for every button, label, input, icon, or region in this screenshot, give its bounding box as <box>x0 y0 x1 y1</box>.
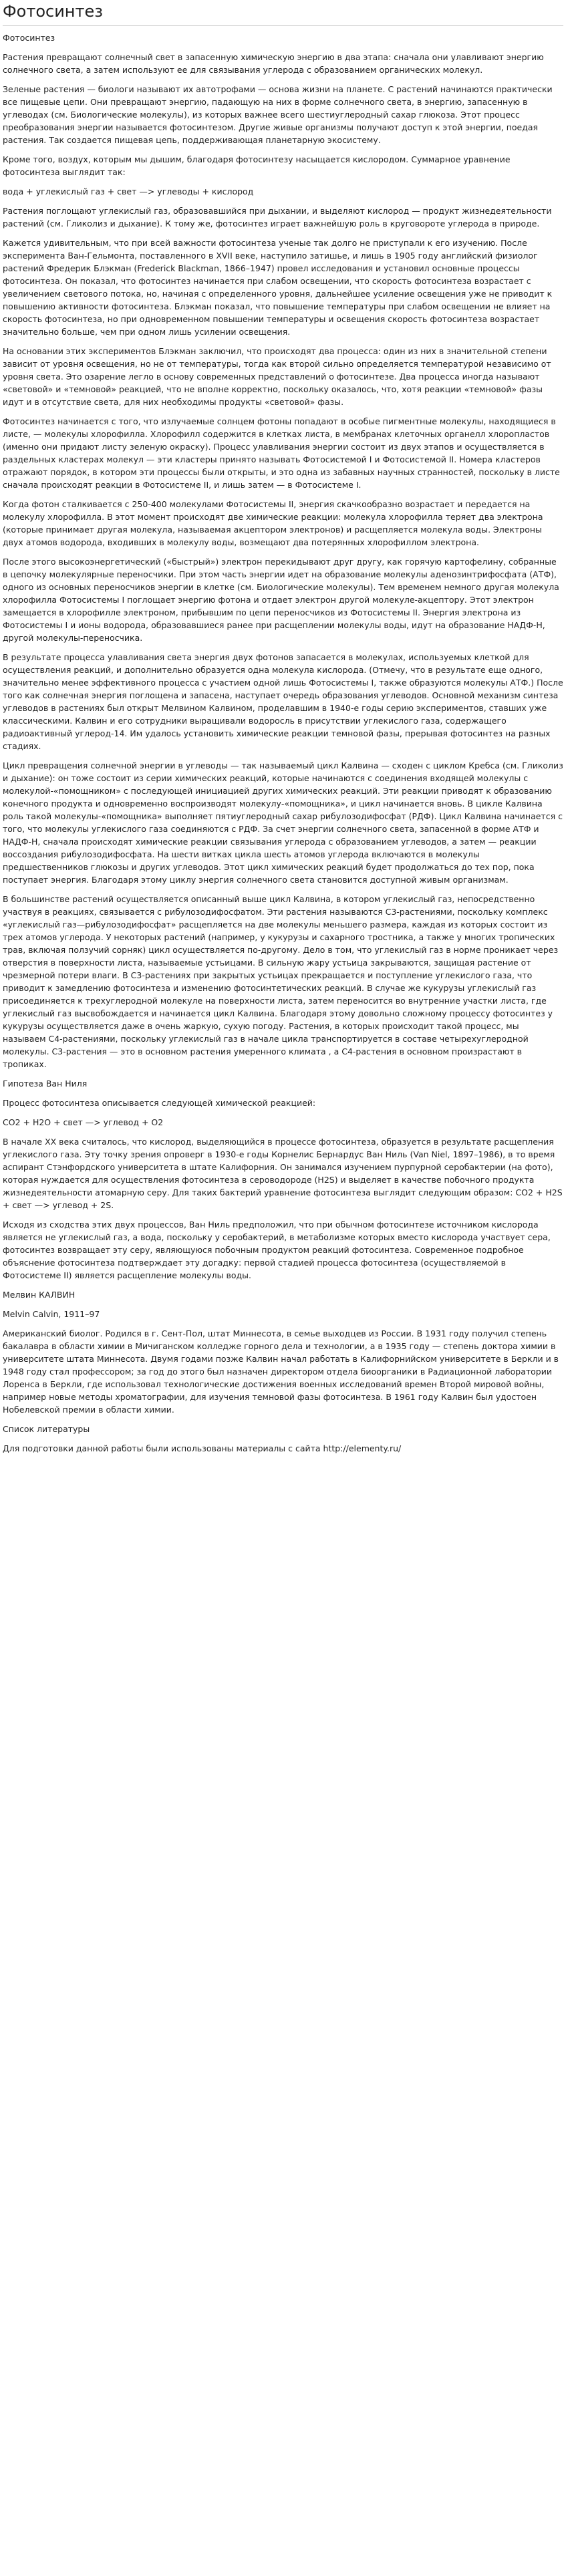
paragraph: Исходя из сходства этих двух процессов, Ван Ниль предположил, что при обычном фотосинтезе источником кислорода является не углекислый газ, а вода, поскольку у серобактерий, в метаболизме которых вместо кислорода участвует сера, фотосинтез возвращает эту серу, являющуюся побочным продуктом реакций фотосинтеза. Современное подробное объяснение фотосинтеза подтверждает эту догадку: первой стадией процесса фотосинтеза (осуществляемой в Фотосистеме II) является расщепление молекулы воды. <box>3 1220 551 1280</box>
paragraph: Melvin Calvin, 1911–97 <box>3 1309 100 1319</box>
paragraph: Фотосинтез <box>3 33 55 43</box>
paragraph: На основании этих экспериментов Блэкман заключил, что происходят два процесса: один из них в значительной степени зависит от уровня освещения, но не от температуры, тогда как второй сильно определяется температурой независимо от уровня света. Это озарение легло в основу современных представлений о фотосинтезе. Два процесса иногда называют «световой» и «темновой» реакцией, что не вполне корректно, поскольку оказалось, что, хотя реакции «темновой» фазы идут и в отсутствие света, для них необходимы продукты «световой» фазы. <box>3 346 551 407</box>
paragraph: В результате процесса улавливания света энергия двух фотонов запасается в молекулах, используемых клеткой для осуществления реакций, и дополнительно образуется одна молекула кислорода. (Отмечу, что в результате еще одного, значительно менее эффективного процесса с участием одной лишь Фотосистемы I, также образуются молекулы АТФ.) После того как солнечная энергия поглощена и запасена, наступает очередь образования углеводов. Основной механизм синтеза углеводов в растениях был открыт Мелвином Калвином, проделавшим в 1940-е годы серию экспериментов, ставших уже классическими. Калвин и его сотрудники выращивали водоросль в присутствии углекислого газа, содержащего радиоактивный углерод-14. Им удалось установить химические реакции темновой фазы, прерывая фотосинтез на разных стадиях. <box>3 652 563 751</box>
paragraph: Кроме того, воздух, которым мы дышим, благодаря фотосинтезу насыщается кислородом. Суммарное уравнение фотосинтеза выглядит так: <box>3 154 511 177</box>
paragraph: Цикл превращения солнечной энергии в углеводы — так называемый цикл Калвина — сходен с циклом Кребса (см. Гликолиз и дыхание): он тоже состоит из серии химических реакций, которые начинаются с соединения входящей молекулы с молекулой-«помощником» с последующей инициацией других химических реакций. Эти реакции приводят к образованию конечного продукта и одновременно воспроизводят молекулу-«помощника», и цикл начинается вновь. В цикле Калвина роль такой молекулы-«помощника» выполняет пятиуглеродный сахар рибулозодифосфат (РДФ). Цикл Калвина начинается с того, что молекулы углекислого газа соединяются с РДФ. За счет энергии солнечного света, запасенной в форме АТФ и НАДФ-Н, сначала происходят химические реакции связывания углерода с образованием углеводов, а затем — реакции воссоздания рибулозодифосфата. На шести витках цикла шесть атомов углерода включаются в молекулы предшественников глюкозы и других углеводов. Этот цикл химических реакций будет продолжаться до тех пор, пока поступает энергия. Благодаря этому циклу энергия солнечного света становится доступной живым организмам. <box>3 760 563 885</box>
paragraph: Процесс фотосинтеза описывается следующей химической реакцией: <box>3 1098 316 1108</box>
page-title: Фотосинтез <box>3 0 563 26</box>
paragraph: Американский биолог. Родился в г. Сент-Пол, штат Миннесота, в семье выходцев из России. В 1931 году получил степень бакалавра в области химии в Мичиганском колледже горного дела и технологии, а в 1935 году — степень доктора химии в университете штата Миннесота. Двумя годами позже Калвин начал работать в Калифорнийском университете в Беркли и в 1948 году стал профессором; за год до этого был назначен директором отдела биоорганики в Радиационной лаборатории Лоренса в Беркли, где использовал технологические достижения военных исследований времен Второй мировой войны, например новые методы хроматографии, для изучения темновой фазы фотосинтеза. В 1961 году Калвин был удостоен Нобелевской премии в области химии. <box>3 1328 559 1415</box>
paragraph: Растения поглощают углекислый газ, образовавшийся при дыхании, и выделяют кислород — продукт жизнедеятельности растений (см. Гликолиз и дыхание). К тому же, фотосинтез играет важнейшую роль в круговороте углерода в природе. <box>3 206 552 229</box>
paragraph: Для подготовки данной работы были использованы материалы с сайта http://elementy.ru/ <box>3 1443 402 1453</box>
paragraph: После этого высокоэнергетический («быстрый») электрон перекидывают друг другу, как горячую картофелину, собранные в цепочку молекулярные переносчики. При этом часть энергии идет на образование молекулы аденозинтрифосфата (АТФ), одного из основных переносчиков энергии в клетке (см. Биологические молекулы). Тем временем немного другая молекула хлорофилла Фотосистемы I поглощает энергию фотона и отдает электрон другой молекуле-акцептору. Этот электрон замещается в хлорофилле электроном, прибывшим по цепи переносчиков из Фотосистемы II. Энергия электрона из Фотосистемы I и ионы водорода, образовавшиеся ранее при расщеплении молекулы воды, идут на образование НАДФ-Н, другой молекулы-переносчика. <box>3 557 559 643</box>
paragraph: Кажется удивительным, что при всей важности фотосинтеза ученые так долго не приступали к его изучению. После эксперимента Ван-Гельмонта, поставленного в XVII веке, наступило затишье, и лишь в 1905 году английский физиолог растений Фредерик Блэкман (Frederick Blackman, 1866–1947) провел исследования и установил основные процессы фотосинтеза. Он показал, что фотосинтез начинается при слабом освещении, что скорость фотосинтеза возрастает с увеличением светового потока, но, начиная с определенного уровня, дальнейшее усиление освещения уже не приводит к повышению активности фотосинтеза. Блэкман показал, что повышение температуры при слабом освещении не влияет на скорость фотосинтеза, но при одновременном повышении температуры и освещения скорость фотосинтеза возрастает значительно больше, чем при одном лишь усилении освещения. <box>3 238 553 337</box>
paragraph: Растения превращают солнечный свет в запасенную химическую энергию в два этапа: сначала они улавливают энергию солнечного света, а затем используют ее для связывания углерода с образованием органических молекул. <box>3 52 544 75</box>
paragraph: Мелвин КАЛВИН <box>3 1290 76 1300</box>
paragraph: В начале XX века считалось, что кислород, выделяющийся в процессе фотосинтеза, образуется в результате расщепления углекислого газа. Эту точку зрения опроверг в 1930-е годы Корнелис Бернардус Ван Ниль (Van Niel, 1897–1986), в то время аспирант Стэнфордского университета в штате Калифорния. Он занимался изучением пурпурной серобактерии (на фото), которая нуждается для осуществления фотосинтеза в сероводороде (H2S) и выделяет в качестве побочного продукта жизнедеятельности атомарную серу. Для таких бактерий уравнение фотосинтеза выглядит следующим образом: CO2 + H2S + свет —> углевод + 2S. <box>3 1137 563 1210</box>
paragraph: Зеленые растения — биологи называют их автотрофами — основа жизни на планете. С растений начинаются практически все пищевые цепи. Они превращают энергию, падающую на них в форме солнечного света, в энергию, запасенную в углеводах (см. Биологические молекулы), из которых важнее всего шестиуглеродный сахар глюкоза. Этот процесс преобразования энергии называется фотосинтезом. Другие живые организмы получают доступ к этой энергии, поедая растения. Так создается пищевая цепь, поддерживающая планетарную экосистему. <box>3 84 553 145</box>
paragraph: Список литературы <box>3 1424 90 1434</box>
paragraph: вода + углекислый газ + свет —> углеводы + кислород <box>3 186 254 196</box>
paragraph: В большинстве растений осуществляется описанный выше цикл Калвина, в котором углекислый газ, непосредственно участвуя в реакциях, связывается с рибулозодифосфатом. Эти растения называются С3-растениями, поскольку комплекс «углекислый газ—рибулозодифосфат» расщепляется на две молекулы меньшего размера, каждая из которых состоит из трех атомов углерода. У некоторых растений (например, у кукурузы и сахарного тростника, а также у многих тропических трав, включая ползучий сорняк) цикл осуществляется по-другому. Дело в том, что углекислый газ в норме проникает через отверстия в поверхности листа, называемые устьицами. В сильную жару устьица закрываются, защищая растение от чрезмерной потери влаги. В С3-растениях при закрытых устьицах прекращается и поступление углекислого газа, что приводит к замедлению фотосинтеза и изменению фотосинтетических реакций. В случае же кукурузы углекислый газ присоединяется к трехуглеродной молекуле на поверхности листа, затем переносится во внутренние участки листа, где углекислый газ высвобождается и начинается цикл Калвина. Благодаря этому довольно сложному процессу фотосинтез у кукурузы осуществляется даже в очень жаркую, сухую погоду. Растения, в которых происходит такой процесс, мы называем С4-растениями, поскольку углекислый газ в начале цикла транспортируется в составе четырехуглеродной молекулы. С3-растения — это в основном растения умеренного климата , а С4-растения в основном произрастают в тропиках. <box>3 894 559 1069</box>
article-body <box>3 31 563 1455</box>
paragraph: Фотосинтез начинается с того, что излучаемые солнцем фотоны попадают в особые пигментные молекулы, находящиеся в листе, — молекулы хлорофилла. Хлорофилл содержится в клетках листа, в мембранах клеточных органелл хлоропластов (именно они придают листу зеленую окраску). Процесс улавливания энергии состоит из двух этапов и осуществляется в раздельных кластерах молекул — эти кластеры принято называть Фотосистемой I и Фотосистемой II. Номера кластеров отражают порядок, в котором эти процессы были открыты, и это одна из забавных научных странностей, поскольку в листе сначала происходят реакции в Фотосистеме II, и лишь затем — в Фотосистеме I. <box>3 416 560 490</box>
paragraph: Гипотеза Ван Ниля <box>3 1079 88 1089</box>
paragraph: Когда фотон сталкивается с 250-400 молекулами Фотосистемы II, энергия скачкообразно возрастает и передается на молекулу хлорофилла. В этот момент происходят две химические реакции: молекула хлорофилла теряет два электрона (которые принимает другая молекула, называемая акцептором электронов) и расщепляется молекула воды. Электроны двух атомов водорода, входивших в молекулу воды, возмещают два потерянных хлорофиллом электрона. <box>3 499 543 547</box>
paragraph: CO2 + H2O + свет —> углевод + O2 <box>3 1117 164 1127</box>
